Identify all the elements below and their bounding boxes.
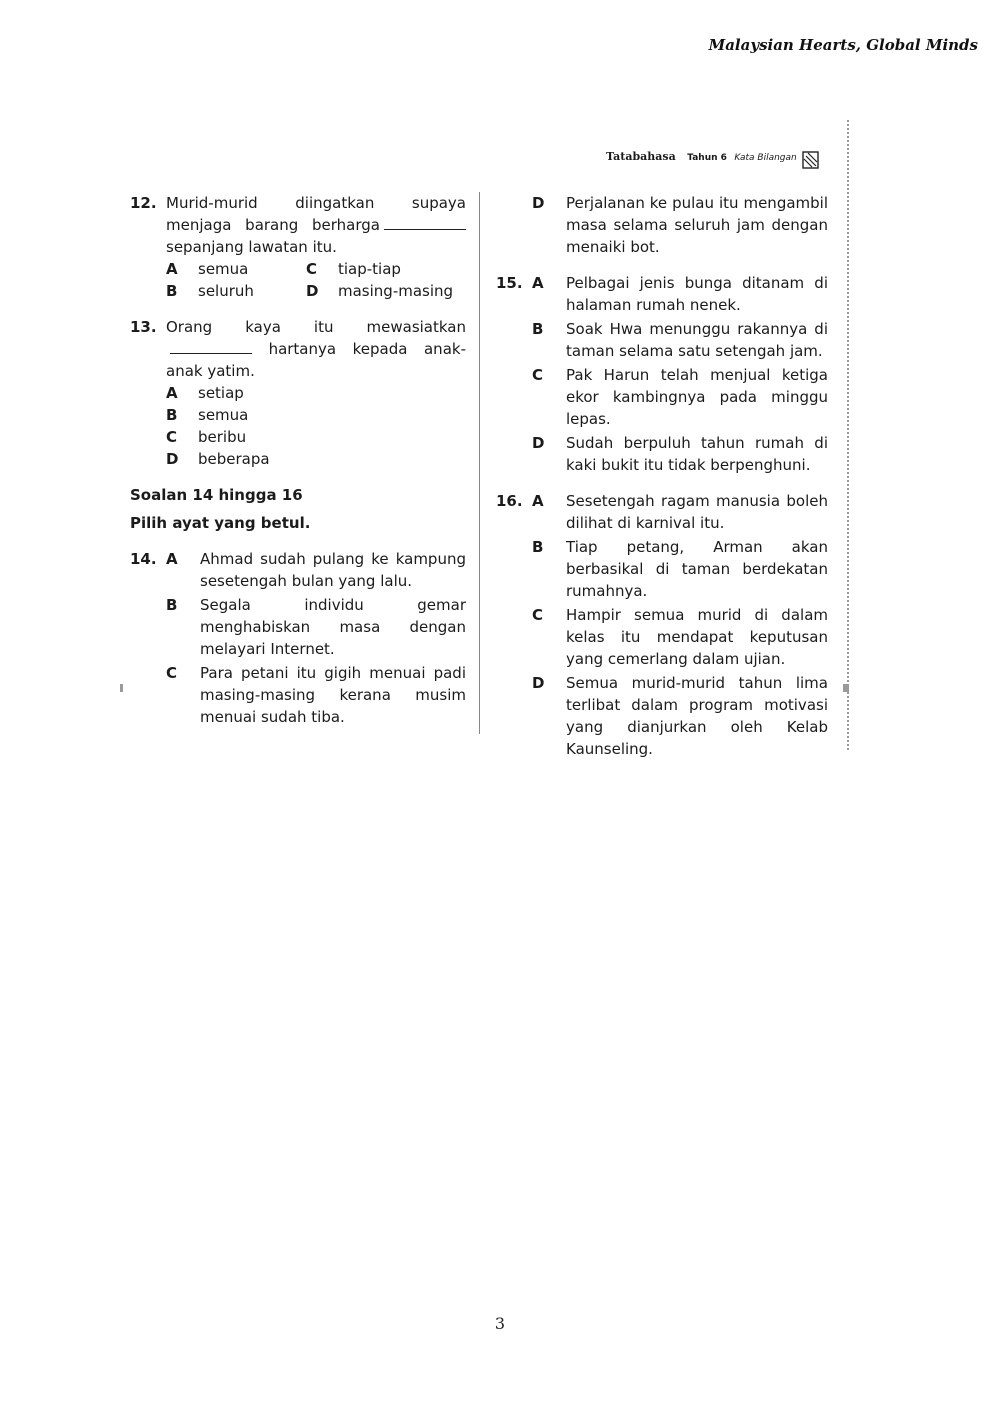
question-number: 16. [496,492,523,510]
question-14-continued [496,192,828,258]
option-d: D Sudah berpuluh tahun rumah di kaki bukit itu tidak berpenghuni. [532,434,828,474]
option-c: C Pak Harun telah menjual ketiga ekor kambingnya pada minggu lepas. [532,366,828,428]
option-b: B seluruh [166,282,254,300]
option-a: A Pelbagai jenis bunga ditanam di halaman rumah nenek. [532,274,828,314]
question-number: 12. [130,194,157,212]
option-c: C beribu [166,428,247,446]
option-b: B Tiap petang, Arman akan berbasikal di taman berdekatan rumahnya. [532,538,828,600]
worksheet-level: Tahun 6 [687,153,727,163]
question-16 [496,490,828,760]
page-number: 3 [494,1314,506,1333]
option-a: A semua [166,260,249,278]
option-d: D beberapa [166,450,270,468]
option-b: B Soak Hwa menunggu rakannya di taman selama satu setengah jam. [532,320,828,360]
option-a: A Sesetengah ragam manusia boleh dilihat di karnival itu. [532,492,828,532]
section-instruction: Pilih ayat yang betul. [130,514,311,532]
option-b: B semua [166,406,249,424]
question-stem: Murid-murid diingatkan supaya menjaga barang berharga sepanjang lawatan itu. [166,194,466,256]
options [166,382,466,470]
question-number: 14. [130,550,157,568]
option-d: D Semua murid-murid tahun lima terlibat dalam program motivasi yang dianjurkan oleh Kelab Kaunseling. [532,674,828,758]
question-number: 13. [130,318,157,336]
option-a: A setiap [166,384,244,402]
option-c: C Hampir semua murid di dalam kelas itu mendapat keputusan yang cemerlang dalam ujian. [532,606,828,668]
worksheet-subject: Tatabahasa [606,150,676,163]
option-b: B Segala individu gemar menghabiskan masa dengan melayari Internet. [166,596,466,658]
answer-blank [384,215,466,230]
book-icon [802,150,820,170]
option-c: C tiap-tiap [306,260,401,278]
option-c: C Para petani itu gigih menuai padi masing-masing kerana musim menuai sudah tiba. [166,664,466,726]
question-14 [130,548,466,728]
header-motto: Malaysian Hearts, Global Minds [708,36,978,54]
section-range: Soalan 14 hingga 16 [130,486,303,504]
option-d: D masing-masing [306,282,454,300]
question-12 [130,192,466,302]
worksheet-header [606,150,797,163]
right-column [496,192,828,774]
options [166,258,466,302]
question-number: 15. [496,274,523,292]
option-a: A Ahmad sudah pulang ke kampung sesetengah bulan yang lalu. [166,550,466,590]
column-divider [479,192,480,734]
worksheet-topic: Kata Bilangan [734,153,797,163]
option-d: D Perjalanan ke pulau itu mengambil masa selama seluruh jam dengan menaiki bot. [532,194,828,256]
question-15 [496,272,828,476]
scan-edge-line [847,120,849,750]
left-column [130,192,466,742]
scan-margin-mark [120,684,123,692]
answer-blank [170,339,252,354]
question-13 [130,316,466,470]
scan-margin-mark [843,684,849,692]
question-stem: Orang kaya itu mewasiatkan hartanya kepada anak-anak yatim. [166,318,466,380]
